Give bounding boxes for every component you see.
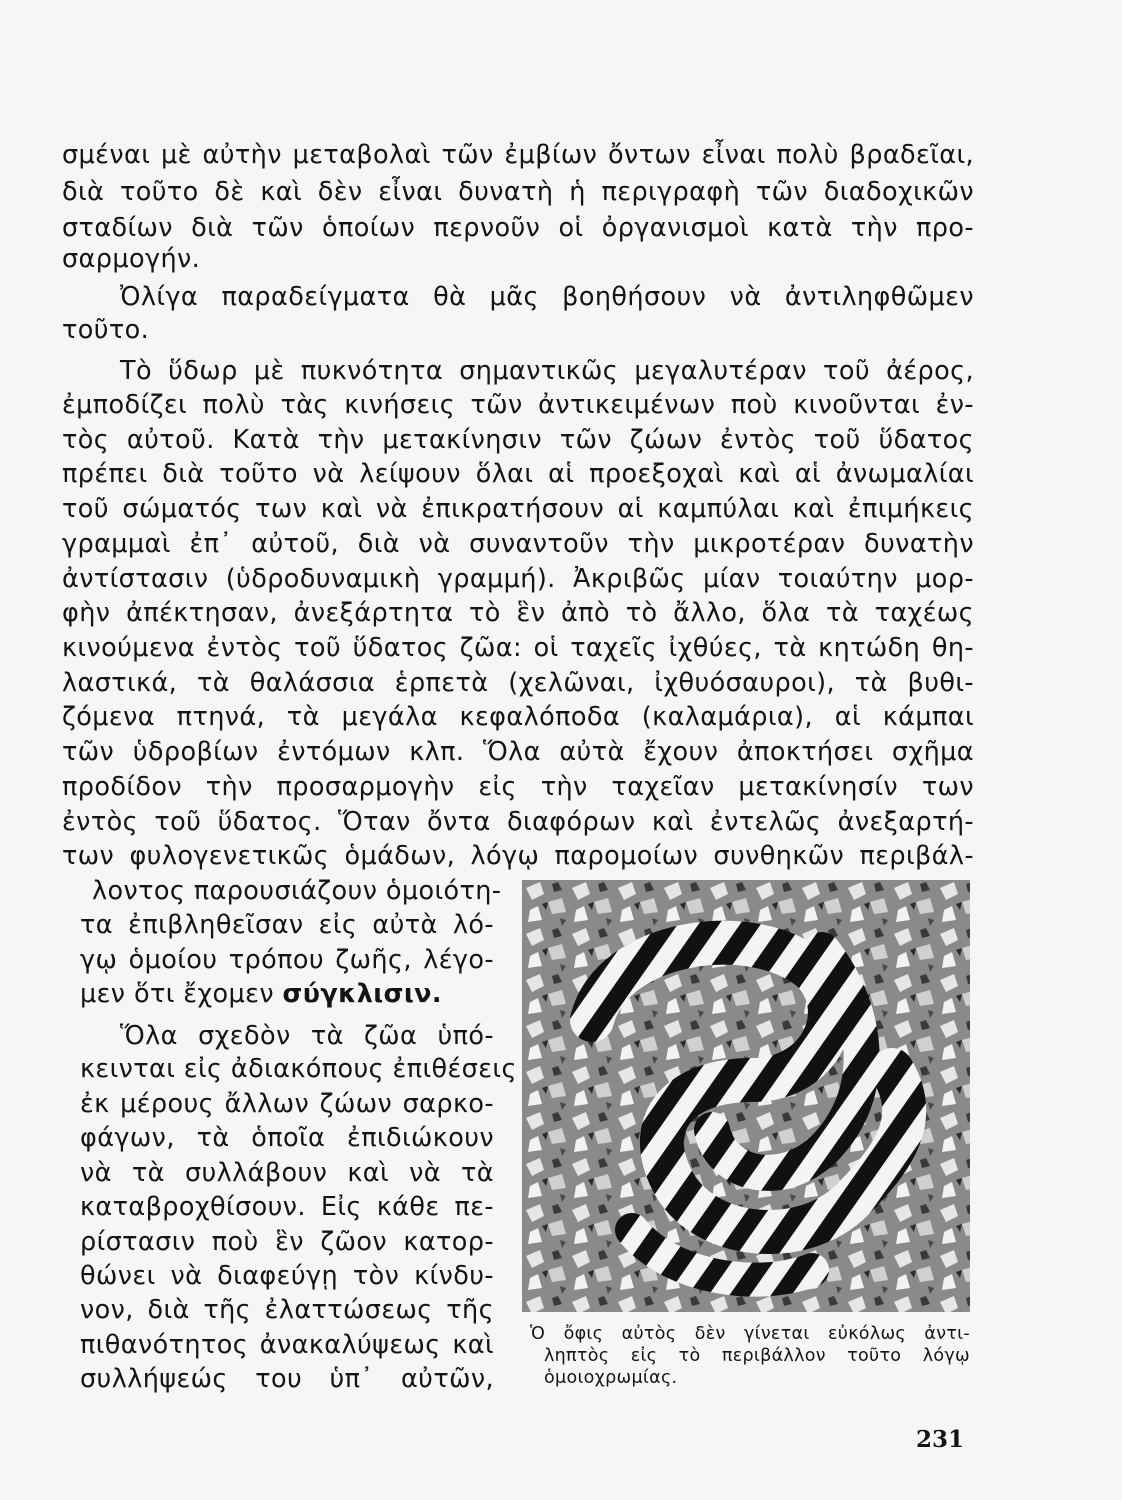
body-line: Τὸ ὕδωρ μὲ πυκνότητα σημαντικῶς μεγαλυτέραν τοῦ ἀέρος, xyxy=(120,356,974,386)
body-line: φὴν ἀπέκτησαν, ἀνεξάρτητα τὸ ἓν ἀπὸ τὸ ἄλλο, ὅλα τὰ ταχέως xyxy=(62,598,974,628)
body-line: σμέναι μὲ αὐτὴν μεταβολαὶ τῶν ἐμβίων ὄντων εἶναι πολὺ βραδεῖαι, xyxy=(62,140,974,170)
body-line: τὸς αὐτοῦ. Κατὰ τὴν μετακίνησιν τῶν ζώων ἐντὸς τοῦ ὕδατος xyxy=(62,425,974,455)
body-line: των φυλογενετικῶς ὁμάδων, λόγῳ παρομοίων συνθηκῶν περιβάλ- xyxy=(62,841,974,871)
column-line-text: μεν ὅτι ἔχομεν xyxy=(80,979,275,1009)
column-line: φάγων, τὰ ὁποῖα ἐπιδιώκουν xyxy=(80,1123,494,1153)
key-term-convergence: σύγκλισιν. xyxy=(282,979,443,1009)
body-line: ζόμενα πτηνά, τὰ μεγάλα κεφαλόποδα (καλαμάρια), αἱ κάμπαι xyxy=(62,702,974,732)
snake-photograph xyxy=(522,880,970,1312)
body-line: λαστικά, τὰ θαλάσσια ἑρπετὰ (χελῶναι, ἰχθυόσαυροι), τὰ βυθι- xyxy=(62,668,974,698)
snake-illustration xyxy=(522,880,970,1312)
column-line: Ὅλα σχεδὸν τὰ ζῶα ὑπό- xyxy=(120,1021,494,1051)
body-line: πρέπει διὰ τοῦτο νὰ λείψουν ὅλαι αἱ προεξοχαὶ καὶ αἱ ἀνωμαλίαι xyxy=(62,459,974,489)
column-line: ἐκ μέρους ἄλλων ζώων σαρκο- xyxy=(80,1089,494,1119)
figure-caption-line: Ὁ ὄφις αὐτὸς δὲν γίνεται εὐκόλως ἀντι- xyxy=(530,1324,970,1344)
body-line: κινούμενα ἐντὸς τοῦ ὕδατος ζῶα: οἱ ταχεῖς ἰχθύες, τὰ κητώδη θη- xyxy=(62,633,974,663)
figure-caption-line: ληπτὸς εἰς τὸ περιβάλλον τοῦτο λόγῳ xyxy=(544,1346,970,1366)
body-line: ἐμποδίζει πολὺ τὰς κινήσεις τῶν ἀντικειμένων ποὺ κινοῦνται ἐν- xyxy=(62,390,974,420)
column-line: νον, διὰ τῆς ἐλαττώσεως τῆς xyxy=(80,1295,494,1325)
column-line: γῳ ὁμοίου τρόπου ζωῆς, λέγο- xyxy=(80,945,494,975)
body-line: σταδίων διὰ τῶν ὁποίων περνοῦν οἱ ὀργανισμοὶ κατὰ τὴν προ- xyxy=(62,213,974,243)
column-line: ρίστασιν ποὺ ἓν ζῶον κατορ- xyxy=(80,1227,494,1257)
column-line: πιθανότητος ἀνακαλύψεως καὶ xyxy=(80,1330,494,1360)
body-line: σαρμογήν. xyxy=(62,244,201,274)
column-line: τα ἐπιβληθεῖσαν εἰς αὐτὰ λό- xyxy=(80,910,494,940)
body-line: προδίδον τὴν προσαρμογὴν εἰς τὴν ταχεῖαν μετακίνησίν των xyxy=(62,772,974,802)
figure-caption-line: ὁμοιοχρωμίας. xyxy=(544,1368,678,1388)
body-line: τοῦτο. xyxy=(62,315,150,345)
column-line-with-term xyxy=(80,978,494,1010)
body-line: Ὀλίγα παραδείγματα θὰ μᾶς βοηθήσουν νὰ ἀντιληφθῶμεν xyxy=(120,282,974,312)
body-line: ἀντίστασιν (ὑδροδυναμικὴ γραμμή). Ἀκριβῶς μίαν τοιαύτην μορ- xyxy=(62,564,974,594)
body-line: γραμμαὶ ἐπ᾽ αὐτοῦ, διὰ νὰ συναντοῦν τὴν μικροτέραν δυνατὴν xyxy=(62,529,974,559)
column-line: συλλήψεώς του ὑπ᾽ αὐτῶν, xyxy=(80,1364,494,1394)
column-line: καταβροχθίσουν. Εἰς κάθε πε- xyxy=(80,1192,494,1222)
column-line: λοντος παρουσιάζουν ὁμοιότη- xyxy=(92,876,502,906)
column-line: νὰ τὰ συλλάβουν καὶ νὰ τὰ xyxy=(80,1158,494,1188)
page-number: 231 xyxy=(915,1426,964,1453)
body-line: ἐντὸς τοῦ ὕδατος. Ὅταν ὄντα διαφόρων καὶ ἐντελῶς ἀνεξαρτή- xyxy=(62,807,974,837)
body-line: τῶν ὑδροβίων ἐντόμων κλπ. Ὅλα αὐτὰ ἔχουν ἀποκτήσει σχῆμα xyxy=(62,737,974,767)
body-line: διὰ τοῦτο δὲ καὶ δὲν εἶναι δυνατὴ ἡ περιγραφὴ τῶν διαδοχικῶν xyxy=(62,177,974,207)
column-line: κεινται εἰς ἀδιακόπους ἐπιθέσεις xyxy=(80,1054,517,1084)
column-line: θώνει νὰ διαφεύγῃ τὸν κίνδυ- xyxy=(80,1261,494,1291)
body-line: τοῦ σώματός των καὶ νὰ ἐπικρατήσουν αἱ καμπύλαι καὶ ἐπιμήκεις xyxy=(62,494,974,524)
